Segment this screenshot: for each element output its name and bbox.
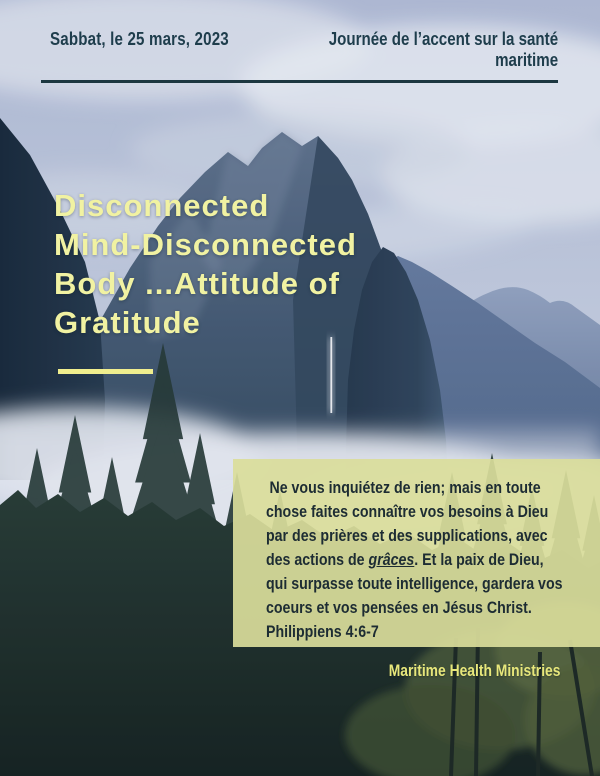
title-line4: Gratitude [54, 305, 201, 340]
verse-line: qui surpasse toute intelligence, gardera vos [266, 575, 563, 593]
title-accent-underline [58, 369, 153, 374]
verse-line4-pre: des actions de [266, 551, 369, 569]
header-event-title [329, 29, 558, 71]
header-date: Sabbat, le 25 mars, 2023 [50, 29, 229, 49]
verse-line: coeurs et vos pensées en Jésus Christ. [266, 599, 532, 617]
verse-line: par des prières et des supplications, avec [266, 527, 548, 545]
header-event-line2: maritime [494, 50, 558, 70]
title-line2: Mind-Disconnected [54, 227, 357, 262]
verse-line: chose faites connaître vos besoins à Dieu [266, 503, 549, 521]
verse-reference: Philippiens 4:6-7 [266, 623, 379, 641]
header-event-line1: Journée de l’accent sur la santé [328, 29, 558, 49]
verse-line: Ne vous inquiétez de rien; mais en toute [269, 479, 541, 497]
footer-credit: Maritime Health Ministries [388, 662, 560, 680]
verse-line [266, 548, 553, 572]
poster-title [54, 186, 357, 342]
verse-box [233, 459, 600, 647]
header-divider [41, 80, 558, 83]
verse-line4-post: . Et la paix de Dieu, [414, 551, 544, 569]
title-line3: Body ...Attitude of [54, 266, 340, 301]
verse-line4-emphasis: grâces [368, 551, 415, 569]
title-line1: Disconnected [54, 188, 270, 223]
